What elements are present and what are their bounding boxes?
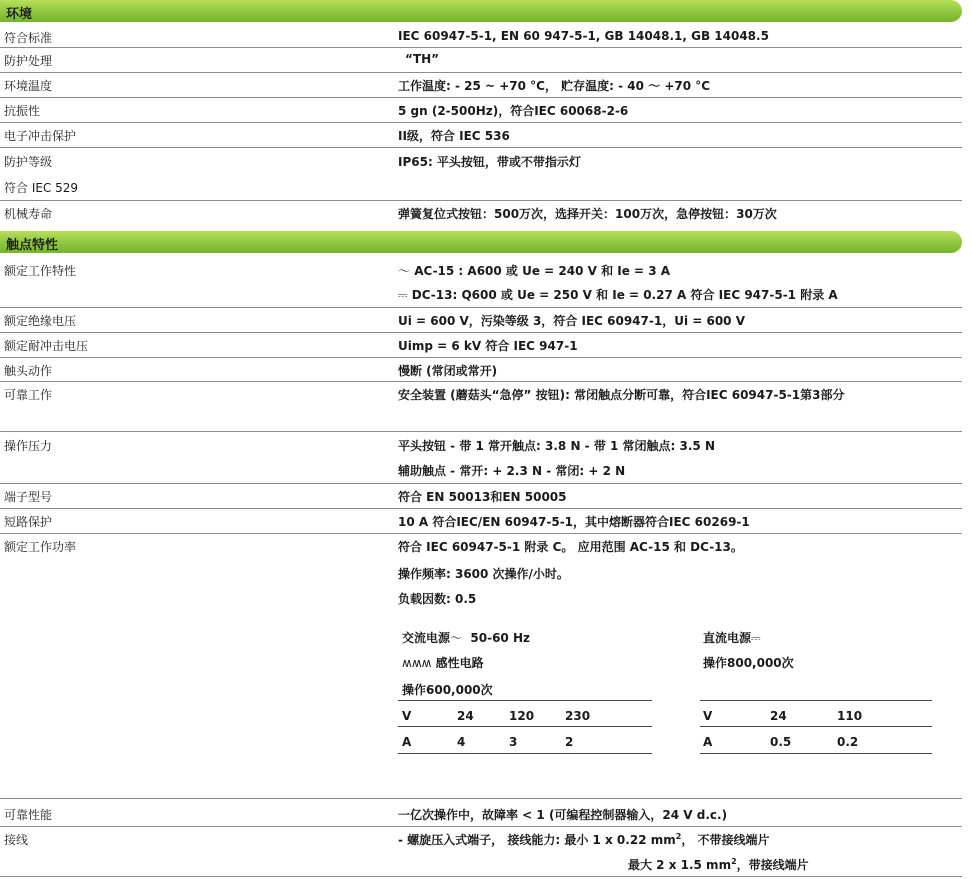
label-reliable-operation: 可靠工作: [4, 388, 53, 402]
section-title: 触点特性: [6, 238, 59, 253]
value-force-line1: 平头按钮 - 带 1 常开触点: 3.8 N - 带 1 常闭触点: 3.5 N: [398, 439, 715, 453]
ac-cell: 120: [509, 709, 535, 723]
row-divider: [0, 798, 962, 799]
value-power-line2: 操作频率: 3600 次操作/小时。: [398, 567, 569, 581]
value-vibration: 5 gn (2-500Hz)，符合IEC 60068-2-6: [398, 104, 629, 118]
label-standards: 符合标准: [4, 31, 53, 45]
label-wiring: 接线: [4, 833, 29, 847]
value-short-circuit: 10 A 符合IEC/EN 60947-5-1，其中熔断器符合IEC 60269-1: [398, 515, 750, 529]
value-rated-dc: [398, 286, 838, 303]
row-divider: [0, 200, 962, 201]
row-divider: [0, 47, 962, 48]
section-title: 环境: [6, 7, 33, 22]
dc-title-text: 直流电源: [703, 631, 752, 645]
row-divider: [0, 332, 962, 333]
ac-cell: 3: [509, 735, 518, 749]
value-standards: IEC 60947-5-1, EN 60 947-5-1, GB 14048.1, GB 14048.5: [398, 29, 769, 43]
table-rule: [398, 700, 652, 701]
value-terminal: 符合 EN 50013和EN 50005: [398, 490, 567, 504]
dc-operations: 操作800,000次: [703, 656, 794, 670]
dc-table-title: [703, 629, 761, 646]
value-wiring-line2: [628, 856, 809, 873]
ac-wave-icon: ～: [450, 631, 463, 645]
ac-operations: 操作600,000次: [402, 683, 493, 697]
value-wiring-line1: [398, 831, 770, 848]
row-divider: [0, 381, 962, 382]
label-reliability: 可靠性能: [4, 808, 53, 822]
ac-load-text: 感性电路: [435, 656, 484, 670]
wiring-min-tail: ， 不带接线端片: [681, 833, 770, 847]
ac-cell: 24: [457, 709, 474, 723]
ac-cell: 230: [565, 709, 591, 723]
row-divider: [0, 533, 962, 534]
ac-frequency: 50-60 Hz: [470, 631, 530, 645]
table-rule: [700, 726, 932, 727]
wiring-max-text: 最大 2 x 1.5 mm: [628, 858, 732, 872]
ac-cell: V: [402, 709, 412, 723]
ac-cell: 4: [457, 735, 466, 749]
label-impulse: 额定耐冲击电压: [4, 339, 89, 353]
label-terminal: 端子型号: [4, 490, 53, 504]
label-shock: 电子冲击保护: [4, 129, 77, 143]
value-contact-action: 慢断 (常闭或常开): [398, 364, 498, 378]
row-divider: [0, 97, 962, 98]
label-rated-power: 额定工作功率: [4, 540, 77, 554]
value-reliability: 一亿次操作中，故障率 < 1 (可编程控制器输入，24 V d.c.): [398, 808, 728, 822]
ac-cell: 2: [565, 735, 574, 749]
label-mech-life: 机械寿命: [4, 207, 53, 221]
rated-ac-text: AC-15 : A600 或 Ue = 240 V 和 Ie = 3 A: [414, 264, 671, 278]
label-vibration: 抗振性: [4, 104, 41, 118]
label-rated-operation: 额定工作特性: [4, 264, 77, 278]
ac-table-title: [402, 629, 530, 646]
section-header-environment: [0, 0, 962, 22]
table-rule: [700, 753, 932, 754]
label-force: 操作压力: [4, 439, 53, 453]
section-header-contact: [0, 231, 962, 253]
row-divider: [0, 876, 962, 877]
row-divider: [0, 431, 962, 432]
dc-cell: 110: [837, 709, 863, 723]
value-treatment: “TH”: [405, 52, 440, 66]
label-protection: 防护等级: [4, 155, 53, 169]
row-divider: [0, 72, 962, 73]
wiring-max-sup: 2: [731, 857, 737, 866]
row-divider: [0, 508, 962, 509]
ac-cell: A: [402, 735, 412, 749]
row-divider: [0, 357, 962, 358]
row-divider: [0, 147, 962, 148]
value-temperature: 工作温度: - 25 ~ +70 °C， 贮存温度: - 40 ～ +70 °C: [398, 79, 711, 93]
label-contact-action: 触头动作: [4, 364, 53, 378]
dc-cell: 24: [770, 709, 787, 723]
label-temperature: 环境温度: [4, 79, 53, 93]
table-rule: [398, 726, 652, 727]
value-force-line2: 辅助触点 - 常开: + 2.3 N - 常闭: + 2 N: [398, 464, 626, 478]
value-impulse: Uimp = 6 kV 符合 IEC 947-1: [398, 339, 578, 353]
value-power-line3: 负载因数: 0.5: [398, 592, 477, 606]
value-shock: II级，符合 IEC 536: [398, 129, 510, 143]
value-protection: IP65: 平头按钮，带或不带指示灯: [398, 155, 581, 169]
table-rule: [700, 700, 932, 701]
wiring-min-sup: 2: [675, 832, 682, 841]
dc-symbol-icon: ⎓: [398, 288, 408, 302]
ac-title-text: 交流电源: [402, 631, 451, 645]
row-divider: [0, 307, 962, 308]
dc-cell: 0.2: [837, 735, 859, 749]
label-treatment: 防护处理: [4, 54, 53, 68]
dc-symbol-icon: ⎓: [751, 631, 761, 645]
label-short-circuit: 短路保护: [4, 515, 53, 529]
value-reliable-operation: 安全装置 (蘑菇头“急停” 按钮): 常闭触点分断可靠，符合IEC 60947-5-1第3部分: [398, 388, 845, 402]
value-mech-life: 弹簧复位式按钮：500万次，选择开关：100万次，急停按钮：30万次: [398, 207, 777, 221]
label-insulation: 额定绝缘电压: [4, 314, 77, 328]
dc-cell: A: [703, 735, 713, 749]
label-protection-standard: 符合 IEC 529: [4, 181, 79, 195]
value-rated-ac: [398, 262, 670, 279]
inductor-coil-icon: ʍʍʍ: [402, 656, 432, 670]
dc-cell: V: [703, 709, 713, 723]
table-rule: [398, 753, 652, 754]
dc-cell: 0.5: [770, 735, 792, 749]
value-power-line1: 符合 IEC 60947-5-1 附录 C。 应用范围 AC-15 和 DC-13。: [398, 540, 743, 554]
row-divider: [0, 483, 962, 484]
row-divider: [0, 826, 962, 827]
ac-wave-icon: ～: [398, 264, 411, 278]
wiring-max-tail: ，带接线端片: [736, 858, 809, 872]
value-insulation: Ui = 600 V，污染等级 3，符合 IEC 60947-1，Ui = 600 V: [398, 314, 745, 328]
wiring-min-text: - 螺旋压入式端子， 接线能力: 最小 1 x 0.22 mm: [398, 833, 676, 847]
row-divider: [0, 122, 962, 123]
ac-load-type: [402, 654, 484, 671]
rated-dc-text: DC-13: Q600 或 Ue = 250 V 和 Ie = 0.27 A 符合 IEC 947-5-1 附录 A: [411, 288, 838, 302]
